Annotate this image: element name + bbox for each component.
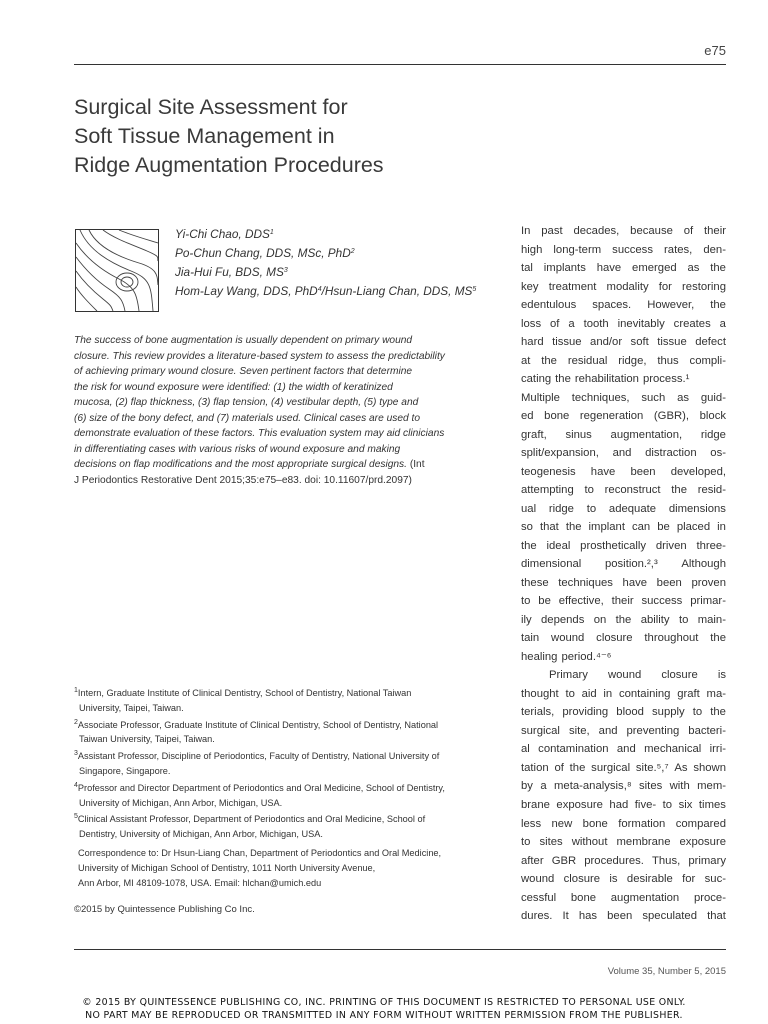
body-line: key treatment modality for restoring: [521, 280, 726, 293]
body-line: graft, sinus augmentation, ridge: [521, 428, 726, 441]
body-line: attempting to reconstruct the resid-: [521, 484, 726, 497]
author: Yi-Chi Chao, DDS$^1$: [175, 227, 274, 241]
body-line: so that the implant can be placed in: [521, 521, 726, 534]
body-line: high long-term success rates, den-: [521, 243, 726, 256]
body-line: healing period.⁴⁻⁶: [521, 650, 612, 663]
body-line: Multiple techniques, such as guid-: [521, 391, 726, 404]
author-list: [175, 225, 476, 301]
title-line: Ridge Augmentation Procedures: [74, 153, 384, 177]
body-line: wound closure is desirable for suc-: [521, 873, 726, 886]
body-line: surgical site, and preventing bacteri-: [521, 724, 726, 737]
body-line: ily depends on the ability to main-: [521, 613, 726, 626]
body-text: [521, 222, 726, 926]
body-line: Primary wound closure is: [549, 669, 726, 682]
body-line: thought to aid in containing graft ma-: [521, 687, 726, 700]
body-line: dimensional position.²,³ Although: [521, 558, 726, 571]
abstract-line: mucosa, (2) flap thickness, (3) flap tension, (4) vestibular depth, (5) type and: [74, 397, 419, 408]
body-line: In past decades, because of their: [521, 225, 726, 237]
body-line: the ideal prosthetically driven three-: [521, 539, 726, 552]
body-line: by a meta-analysis,⁸ sites with mem-: [521, 780, 726, 793]
top-rule: [74, 64, 726, 65]
bottom-rule: [74, 949, 726, 950]
abstract-line: closure. This review provides a literature-based system to assess the predictability: [74, 350, 445, 362]
body-line: to be effective, their success primar-: [521, 595, 726, 608]
title-line: Surgical Site Assessment for: [74, 95, 348, 119]
body-line: to sites without membrane exposure: [521, 836, 726, 849]
volume-info: Volume 35, Number 5, 2015: [607, 966, 726, 977]
affiliation: $^3$Assistant Professor, Discipline of Periodontics, Faculty of Dentistry, National University of Singapore, Singapore.: [74, 750, 440, 776]
title-line: Soft Tissue Management in: [74, 124, 335, 148]
author: Jia-Hui Fu, BDS, $MS^3$: [175, 265, 288, 279]
abstract-line: decisions on flap modifications and the most appropriate surgical designs. (Int: [74, 459, 425, 470]
copyright-notice: © 2015 BY QUINTESSENCE PUBLISHING CO, INC. PRINTING OF THIS DOCUMENT IS RESTRICTED TO PERSONAL USE ONLY. NO PART MAY BE REPRODUCED OR TRANSMITTED IN ANY FORM WITHOUT WRITTEN PERMISSION FROM THE PUBLISHER.: [82, 997, 686, 1021]
copyright: ©2015 by Quintessence Publishing Co Inc.: [74, 904, 255, 915]
citation-start: (Int: [409, 459, 425, 470]
body-line: loss of a tooth inevitably creates a: [521, 317, 726, 330]
page-number: e75: [704, 43, 726, 58]
body-line: edentulous spaces. However, the: [521, 299, 726, 312]
body-line: al contamination and mechanical irri-: [521, 743, 726, 756]
author: Hom-Lay Wang, DDS, PhD$^4$/Hsun-Liang Chan, DDS, $MS^5$: [175, 284, 477, 298]
body-line: cating the rehabilitation process.¹: [521, 373, 690, 386]
abstract-citation: J Periodontics Restorative Dent 2015;35:e75–e83. doi: 10.11607/prd.2097): [74, 474, 412, 486]
affiliation: $^5$Clinical Assistant Professor, Department of Periodontics and Oral Medicine, School of Dentistry, University of Michigan, Ann Arbor, Michigan, USA.: [74, 813, 426, 840]
body-line: ed bone regeneration (GBR), block: [521, 410, 726, 423]
body-line: less new bone formation compared: [521, 817, 726, 830]
abstract: [74, 333, 494, 488]
body-line: split/expansion, and distraction os-: [521, 447, 726, 460]
body-line: at the residual ridge, thus compli-: [521, 354, 726, 367]
article-title: [74, 93, 384, 180]
body-line: these techniques have been proven: [521, 576, 726, 589]
body-line: tal implants have emerged as the: [521, 262, 726, 275]
contour-logo: [75, 229, 159, 312]
body-line: cessful bone augmentation proce-: [521, 891, 726, 904]
body-line: teogenesis have been developed,: [521, 465, 726, 478]
affiliation: $^1$Intern, Graduate Institute of Clinical Dentistry, School of Dentistry, National Taiwan University, Taipei, Taiwan.: [74, 687, 412, 713]
body-line: tation of the surgical site.⁵,⁷ As shown: [521, 761, 726, 774]
affiliation: $^4$Professor and Director Department of Periodontics and Oral Medicine, School of Dentistry, University of Michigan, Ann Arbor, Michigan, USA.: [74, 781, 445, 808]
body-line: ual ridge to adequate dimensions: [521, 502, 726, 515]
body-line: hard tissue and/or soft tissue defect: [521, 336, 726, 349]
abstract-line: the risk for wound exposure were identified: (1) the width of keratinized: [74, 381, 393, 393]
abstract-line: in differentiating cases with various risks of wound exposure and making: [74, 443, 401, 455]
author: Po-Chun Chang, DDS, MSc, PhD$^2$: [175, 246, 355, 260]
abstract-line: demonstrate evaluation of these factors. This evaluation system may aid clinicians: [74, 428, 445, 439]
abstract-line: (6) size of the bony defect, and (7) materials used. Clinical cases are used to: [74, 412, 420, 424]
body-line: brane exposure had five- to six times: [521, 798, 726, 811]
body-line: dures. It has been speculated that: [521, 910, 726, 923]
abstract-line: of achieving primary wound closure. Seven pertinent factors that determine: [74, 366, 413, 377]
abstract-line: The success of bone augmentation is usually dependent on primary wound: [74, 335, 413, 346]
correspondence: Correspondence to: Dr Hsun-Liang Chan, Department of Periodontics and Oral Medicine, University of Michigan School of Dentistry, 1011 North University Avenue, Ann Arbor, MI 48109-1078, USA. Email: hlchan@umich.edu: [78, 848, 442, 888]
affiliations: [74, 686, 504, 844]
body-line: after GBR procedures. Thus, primary: [521, 854, 726, 867]
body-line: terials, providing blood supply to the: [521, 706, 726, 719]
body-line: tain wound closure throughout the: [521, 632, 726, 645]
affiliation: $^2$Associate Professor, Graduate Institute of Clinical Dentistry, School of Dentistry, National Taiwan University, Taipei, Taiwan.: [74, 718, 439, 745]
